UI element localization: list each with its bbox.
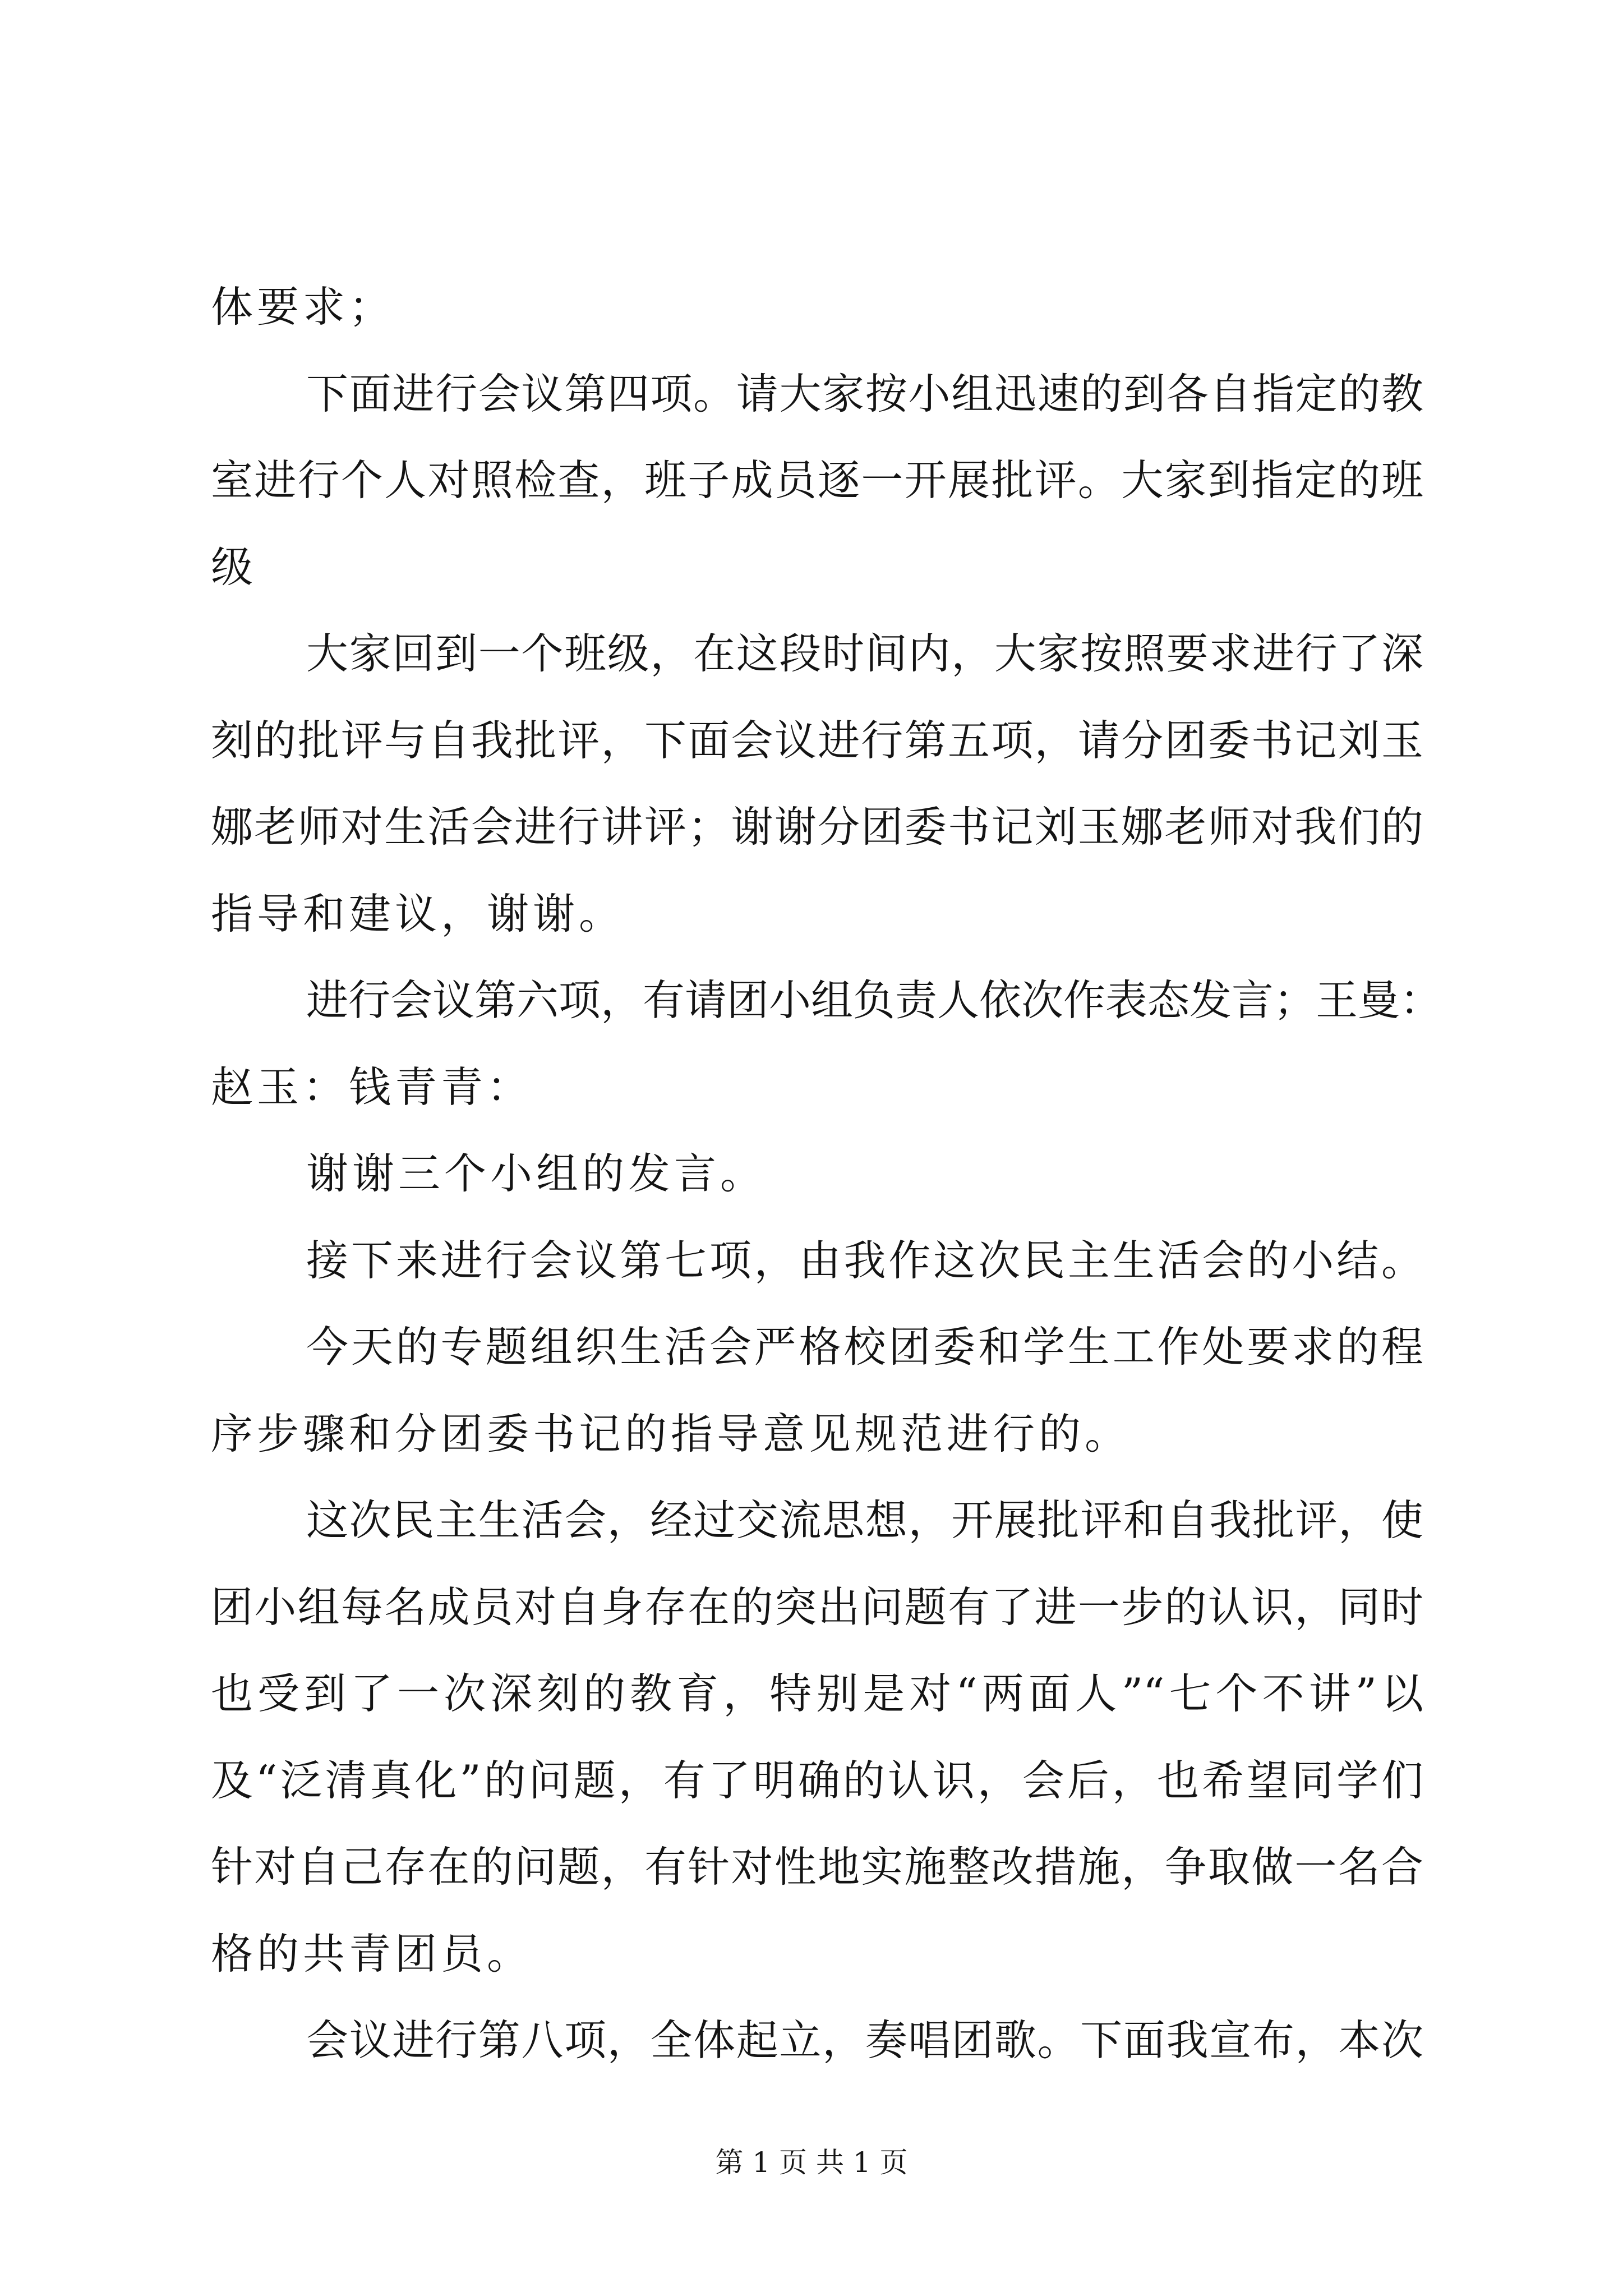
text-line: 下面进行会议第四项。请大家按小组迅速的到各自指定的教	[306, 369, 1423, 418]
text-line: 指导和建议，谢谢。	[211, 889, 625, 938]
text-line: 进行会议第六项，有请团小组负责人依次作表态发言；王曼：	[306, 976, 1442, 1025]
text-line: 及“泛清真化”的问题，有了明确的认识，会后，也希望同学们	[211, 1756, 1423, 1805]
text-line: 这次民主生活会，经过交流思想，开展批评和自我批评，使	[306, 1496, 1423, 1545]
text-line: 级	[211, 542, 257, 592]
text-line: 谢谢三个小组的发言。	[306, 1149, 767, 1198]
text-line: 娜老师对生活会进行讲评；谢谢分团委书记刘玉娜老师对我们的	[211, 802, 1423, 852]
text-line: 刻的批评与自我批评，下面会议进行第五项，请分团委书记刘玉	[211, 716, 1423, 765]
text-line: 也受到了一次深刻的教育，特别是对“两面人”“七个不讲”以	[211, 1669, 1423, 1718]
text-line: 序步骤和分团委书记的指导意见规范进行的。	[211, 1409, 1131, 1458]
text-line: 格的共青团员。	[211, 1929, 533, 1978]
text-line: 体要求；	[211, 282, 395, 332]
page-footer: 第 1 页 共 1 页	[715, 2146, 908, 2179]
text-line: 室进行个人对照检查，班子成员逐一开展批评。大家到指定的班	[211, 455, 1423, 505]
text-line: 会议进行第八项，全体起立，奏唱团歌。下面我宣布，本次	[306, 2016, 1423, 2065]
text-line: 赵玉：钱青青：	[211, 1062, 533, 1112]
text-line: 针对自己存在的问题，有针对性地实施整改措施，争取做一名合	[211, 1842, 1423, 1892]
text-line: 接下来进行会议第七项，由我作这次民主生活会的小结。	[306, 1236, 1423, 1285]
text-line: 今天的专题组织生活会严格校团委和学生工作处要求的程	[306, 1322, 1423, 1372]
text-line: 团小组每名成员对自身存在的突出问题有了进一步的认识，同时	[211, 1582, 1423, 1632]
text-line: 大家回到一个班级，在这段时间内，大家按照要求进行了深	[306, 629, 1423, 678]
